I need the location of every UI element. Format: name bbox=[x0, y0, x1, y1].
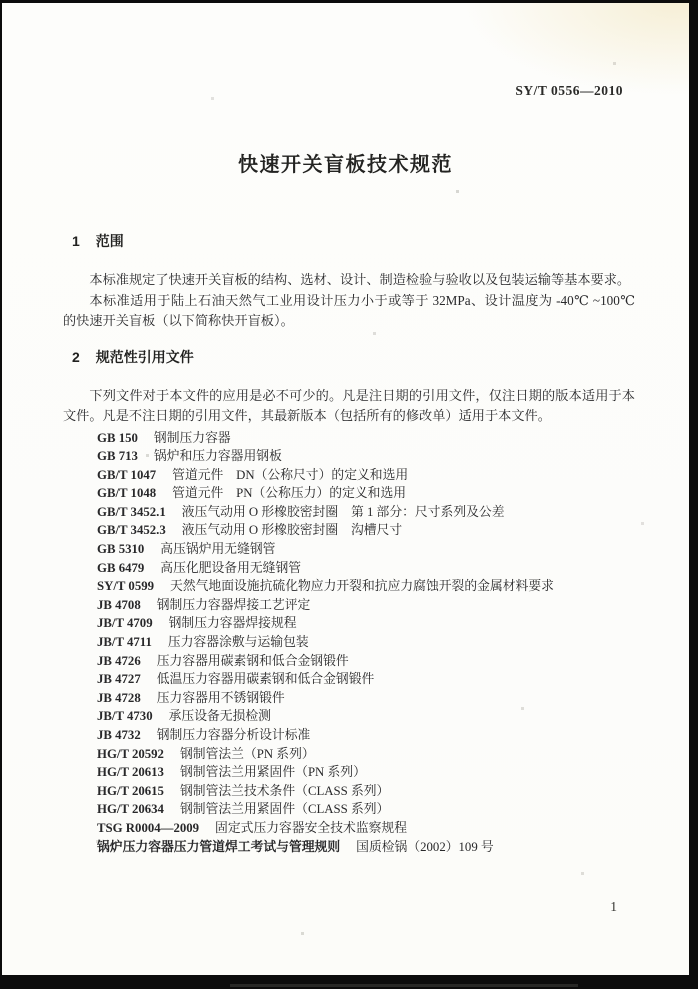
standard-number: SY/T 0556—2010 bbox=[515, 83, 623, 98]
reference-item bbox=[97, 782, 635, 801]
reference-code: GB/T 1048 bbox=[97, 486, 157, 501]
reference-item bbox=[97, 614, 635, 633]
paragraph: 本标准规定了快速开关盲板的结构、选材、设计、制造检验与验收以及包装运输等基本要求。 bbox=[89, 272, 631, 287]
section-number: 2 bbox=[72, 348, 80, 365]
reference-title: 钢制压力容器 bbox=[153, 430, 231, 445]
reference-code: GB/T 3452.3 bbox=[97, 523, 166, 538]
reference-code: 锅炉压力容器压力管道焊工考试与管理规则 bbox=[97, 839, 341, 854]
paragraph: 下列文件对于本文件的应用是必不可少的。凡是注日期的引用文件，仅注日期的版本适用于本文件。凡是不注日期的引用文件，其最新版本（包括所有的修改单）适用于本文件。 bbox=[63, 387, 635, 423]
reference-title: 液压气动用 O 形橡胶密封圈 第 1 部分：尺寸系列及公差 bbox=[181, 504, 505, 519]
section-heading bbox=[63, 233, 635, 249]
reference-item bbox=[97, 652, 635, 671]
reference-item bbox=[97, 763, 635, 782]
reference-item bbox=[97, 466, 635, 485]
reference-item bbox=[97, 800, 635, 819]
reference-code: JB 4708 bbox=[97, 597, 141, 612]
reference-title: 管道元件 DN（公称尺寸）的定义和选用 bbox=[172, 467, 409, 482]
reference-title: 压力容器涂敷与运输包装 bbox=[167, 635, 309, 650]
reference-item bbox=[97, 540, 635, 559]
reference-title: 钢制管法兰用紧固件（CLASS 系列） bbox=[179, 802, 390, 817]
reference-code: JB 4728 bbox=[97, 690, 141, 705]
reference-item bbox=[97, 577, 635, 596]
reference-item bbox=[97, 484, 635, 503]
reference-code: JB/T 4711 bbox=[97, 635, 152, 650]
reference-item bbox=[97, 559, 635, 578]
document-body bbox=[63, 233, 635, 856]
reference-item bbox=[97, 707, 635, 726]
paragraph: 本标准适用于陆上石油天然气工业用设计压力小于或等于 32MPa、设计温度为 -40℃ ~100℃ 的快速开关盲板（以下简称快开盲板）。 bbox=[63, 292, 635, 328]
reference-code: HG/T 20615 bbox=[97, 783, 164, 798]
reference-item bbox=[97, 726, 635, 745]
reference-title: 压力容器用不锈钢锻件 bbox=[156, 690, 285, 705]
reference-title: 高压化肥设备用无缝钢管 bbox=[160, 560, 302, 575]
reference-item bbox=[97, 670, 635, 689]
reference-title: 压力容器用碳素钢和低合金钢锻件 bbox=[156, 653, 349, 668]
reference-title: 高压锅炉用无缝钢管 bbox=[160, 542, 276, 557]
reference-title: 管道元件 PN（公称压力）的定义和选用 bbox=[172, 486, 407, 501]
reference-title: 钢制管法兰（PN 系列） bbox=[179, 746, 315, 761]
reference-item bbox=[97, 503, 635, 522]
reference-code: HG/T 20592 bbox=[97, 746, 164, 761]
document-page bbox=[2, 3, 689, 975]
reference-code: GB/T 3452.1 bbox=[97, 504, 166, 519]
reference-title: 钢制管法兰技术条件（CLASS 系列） bbox=[179, 783, 390, 798]
reference-item bbox=[97, 633, 635, 652]
reference-item bbox=[97, 838, 635, 857]
reference-code: HG/T 20634 bbox=[97, 802, 164, 817]
reference-code: GB 5310 bbox=[97, 542, 145, 557]
reference-title: 国质检锅（2002）109 号 bbox=[356, 839, 494, 854]
reference-title: 液压气动用 O 形橡胶密封圈 沟槽尺寸 bbox=[181, 523, 403, 538]
reference-item bbox=[97, 819, 635, 838]
reference-item bbox=[97, 745, 635, 764]
reference-code: GB 713 bbox=[97, 449, 138, 464]
reference-code: HG/T 20613 bbox=[97, 765, 164, 780]
reference-code: JB 4732 bbox=[97, 728, 141, 742]
reference-title: 钢制压力容器分析设计标准 bbox=[156, 728, 311, 742]
reference-title: 承压设备无损检测 bbox=[168, 709, 271, 724]
document-title: 快速开关盲板技术规范 bbox=[238, 154, 453, 176]
reference-code: JB 4726 bbox=[97, 653, 141, 668]
section-title: 范围 bbox=[95, 233, 124, 249]
reference-list bbox=[63, 429, 635, 857]
reference-code: JB/T 4730 bbox=[97, 709, 153, 724]
reference-code: JB/T 4709 bbox=[97, 616, 153, 631]
scan-noise-specks bbox=[2, 3, 3, 4]
reference-title: 锅炉和压力容器用钢板 bbox=[153, 449, 282, 464]
reference-title: 天然气地面设施抗硫化物应力开裂和抗应力腐蚀开裂的金属材料要求 bbox=[170, 579, 554, 594]
reference-code: GB 150 bbox=[97, 430, 138, 445]
section-title: 规范性引用文件 bbox=[95, 348, 194, 365]
section-number: 1 bbox=[72, 233, 80, 249]
reference-title: 钢制管法兰用紧固件（PN 系列） bbox=[179, 765, 366, 780]
reference-title: 钢制压力容器焊接规程 bbox=[168, 616, 297, 631]
reference-item bbox=[97, 429, 635, 448]
reference-title: 钢制压力容器焊接工艺评定 bbox=[156, 597, 311, 612]
reference-item bbox=[97, 447, 635, 466]
section-heading bbox=[63, 349, 635, 365]
reference-item bbox=[97, 689, 635, 708]
reference-item bbox=[97, 521, 635, 540]
reference-code: TSG R0004—2009 bbox=[97, 820, 200, 835]
reference-code: SY/T 0599 bbox=[97, 579, 155, 594]
page-number: 1 bbox=[610, 899, 617, 914]
reference-title: 固定式压力容器安全技术监察规程 bbox=[215, 820, 407, 835]
reference-code: GB/T 1047 bbox=[97, 467, 157, 482]
reference-item bbox=[97, 596, 635, 615]
reference-code: JB 4727 bbox=[97, 672, 141, 687]
reference-title: 低温压力容器用碳素钢和低合金钢锻件 bbox=[156, 672, 375, 687]
reference-code: GB 6479 bbox=[97, 560, 145, 575]
